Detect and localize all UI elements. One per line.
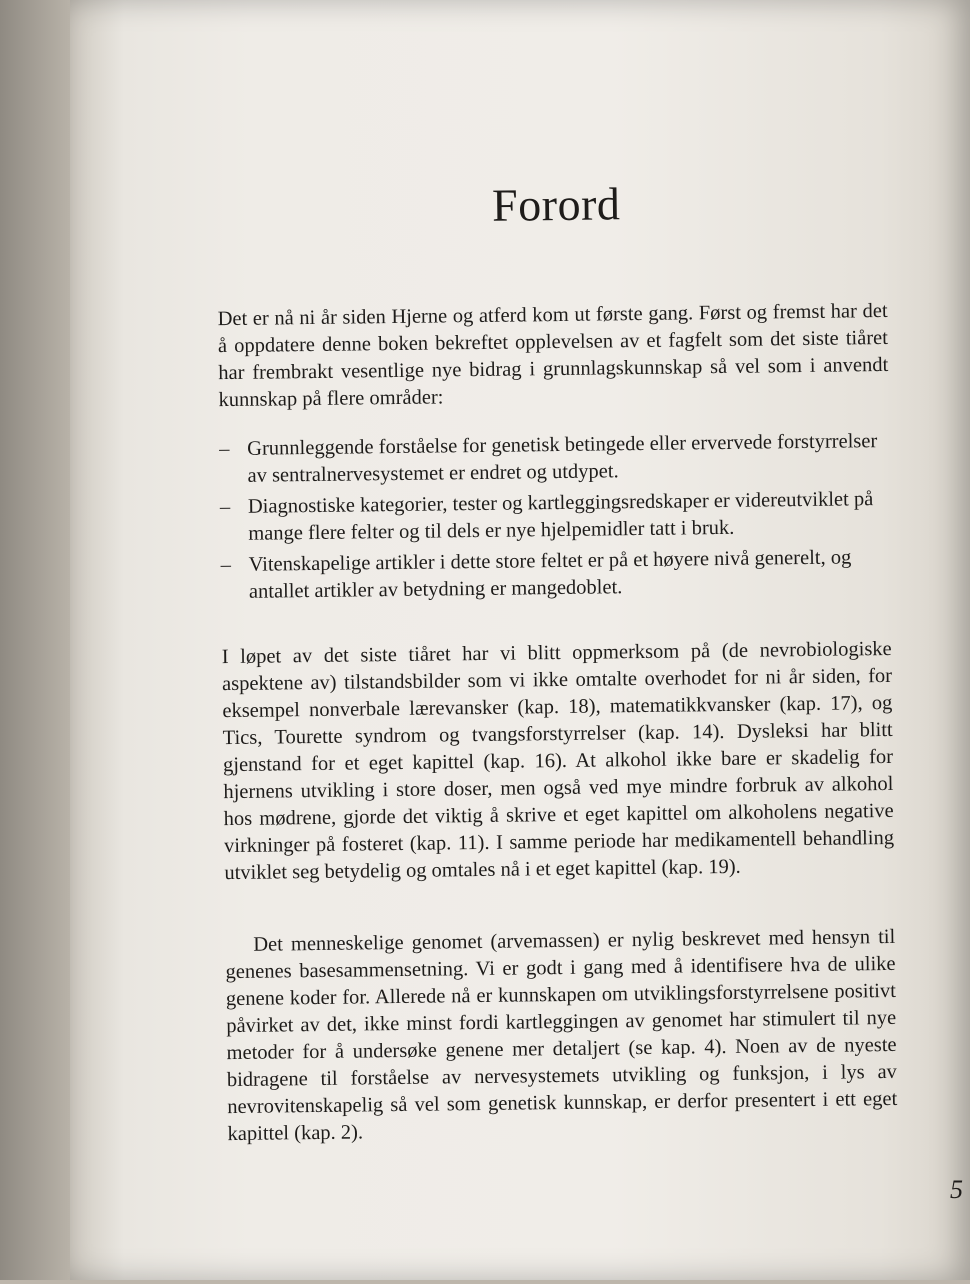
page-content xyxy=(214,0,910,1284)
body-paragraph-3: Det menneskelige genomet (arvemassen) er nylig beskrevet med hensyn til genenes basesammensetning. Vi er godt i gang med å identifisere hva de ulike genene koder for. Allerede nå er kunnskapen om utviklingsforstyrrelsene positivt påvirket av det, ikke minst fordi kartleggingen av genomet har stimulert til nye metoder for å undersøke genene mer detaljert (se kap. 4). Noen av de nyeste bidragene til forståelse av nervesystemets utvikling og funksjon, i lys av nevrovitenskapelig så vel som genetisk kunnskap, er derfor presentert i ett eget kapittel (kap. 2). xyxy=(225,925,898,1146)
book-page xyxy=(70,0,970,1280)
body-paragraph-2: I løpet av det siste tiåret har vi blitt oppmerksom på (de nevrobiologiske aspektene av) tilstandsbilder som vi ikke omtalte overhodet for ni år siden, for eksempel nonverbale lærevansker (kap. 18), matematikkvansker (kap. 17), og Tics, Tourette syndrom og tvangsforstyrrelser (kap. 14). Dysleksi har blitt gjenstand for et eget kapittel (kap. 16). At alkohol ikke bare er skadelig for hjernens utvikling i store doser, men også ved mye mindre forbruk av alkohol hos mødrene, gjorde det viktig å skrive et eget kapittel om alkoholens negative virkninger på fosteret (kap. 11). I samme periode har medikamentell behandling utviklet seg betydelig og omtales nå i et eget kapittel (kap. 19). xyxy=(221,637,895,885)
bullet-dash: – xyxy=(219,438,230,461)
bullet-list xyxy=(219,428,891,610)
bullet-text: Diagnostiske kategorier, tester og kartleggingsredskaper er videreutviklet på mange flere felter og til dels er nye hjelpemidler tatt i bruk. xyxy=(247,488,874,545)
page-title: Forord xyxy=(491,178,621,231)
bullet-dash: – xyxy=(219,496,231,519)
bullet-text: Grunnleggende forståelse for genetisk betingede eller ervervede forstyrrelser av sentralnervesystemet er endret og utdypet. xyxy=(247,430,878,487)
bullet-item xyxy=(220,486,891,548)
page-number: 5 xyxy=(950,1175,963,1204)
intro-paragraph: Det er nå ni år siden Hjerne og atferd kom ut første gang. Først og fremst har det å oppdatere denne boken bekreftet opplevelsen av et fagfelt som det siste tiåret har frembrakt vesentlige nye bidrag i grunnlagskunnskap så vel som i anvendt kunnskap på flere områder: xyxy=(217,299,889,412)
bullet-text: Vitenskapelige artikler i dette store feltet er på et høyere nivå generelt, og antallet artikler av betydning er mangedoblet. xyxy=(248,546,852,603)
bullet-dash: – xyxy=(220,554,232,577)
bullet-item xyxy=(220,544,891,606)
bullet-item xyxy=(219,428,890,490)
